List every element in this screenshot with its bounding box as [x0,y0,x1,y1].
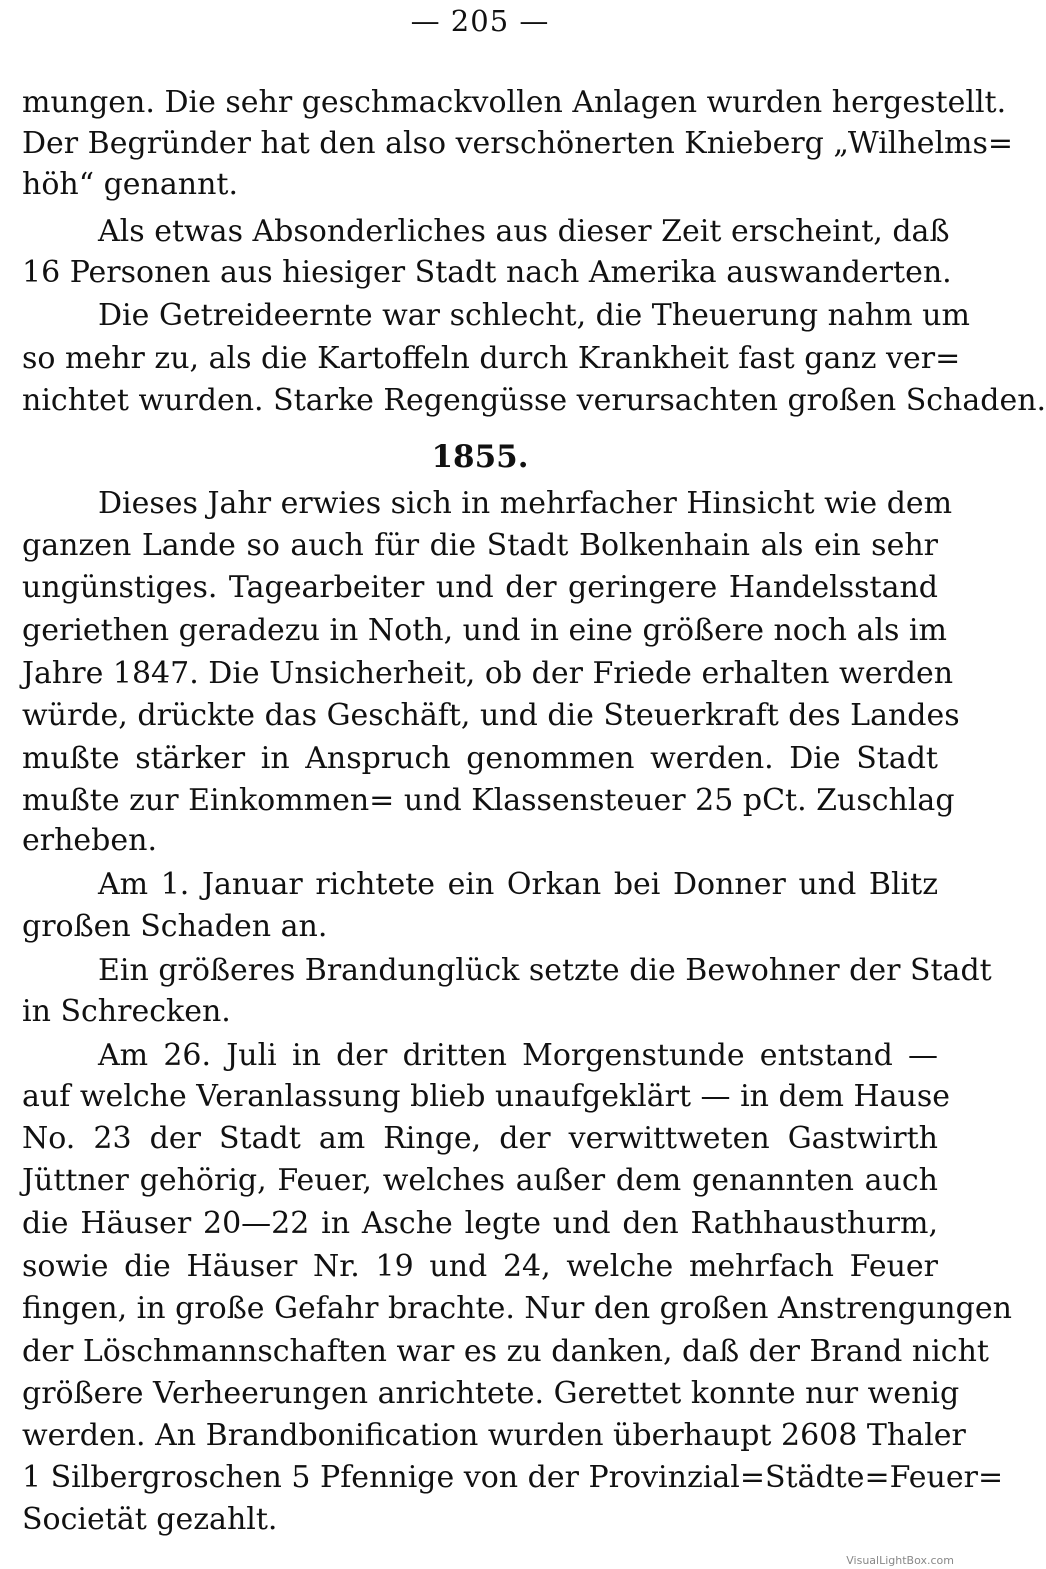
text-line: No. 23 der Stadt am Ringe, der verwittweten Gastwirth [22,1121,938,1156]
text-line: erheben. [22,823,157,858]
watermark: VisualLightBox.com [846,1554,954,1567]
text-line: Am 1. Januar richtete ein Orkan bei Donner und Blitz [98,867,938,902]
text-line: mußte stärker in Anspruch genommen werden. Die Stadt [22,741,938,776]
text-line: in Schrecken. [22,994,231,1029]
text-line: Am 26. Juli in der dritten Morgenstunde entstand — [98,1038,938,1073]
page-number: — 205 — [410,4,550,38]
text-line: höh“ genannt. [22,167,238,202]
book-page [22,0,1046,1569]
text-line: großen Schaden an. [22,909,328,944]
text-line: Ein größeres Brandunglück setzte die Bewohner der Stadt [98,953,992,988]
text-line: so mehr zu, als die Kartoffeln durch Krankheit fast ganz ver= [22,341,961,376]
text-line: mußte zur Einkommen= und Klassensteuer 25 pCt. Zuschlag [22,783,955,818]
text-line: die Häuser 20—22 in Asche legte und den Rathhausthurm, [22,1206,938,1241]
text-line: geriethen geradezu in Noth, und in eine größere noch als im [22,613,947,648]
text-line: sowie die Häuser Nr. 19 und 24, welche mehrfach Feuer [22,1249,938,1284]
text-line: Die Getreideernte war schlecht, die Theuerung nahm um [98,298,970,333]
year-heading: 1855. [431,439,529,475]
text-line: ganzen Lande so auch für die Stadt Bolkenhain als ein sehr [22,528,938,563]
text-line: würde, drückte das Geschäft, und die Steuerkraft des Landes [22,698,960,733]
text-line: ungünstiges. Tagearbeiter und der geringere Handelsstand [22,570,938,605]
text-line: nichtet wurden. Starke Regengüsse verursachten großen Schaden. [22,383,1046,418]
text-line: werden. An Brandbonification wurden überhaupt 2608 Thaler [22,1418,966,1453]
text-line: Als etwas Absonderliches aus dieser Zeit erscheint, daß [98,214,950,249]
text-line: größere Verheerungen anrichtete. Gerettet konnte nur wenig [22,1376,960,1411]
text-line: Jüttner gehörig, Feuer, welches außer dem genannten auch [22,1163,938,1198]
text-line: 1 Silbergroschen 5 Pfennige von der Provinzial=Städte=Feuer= [22,1460,1004,1495]
text-line: Societät gezahlt. [22,1502,278,1537]
text-line: Dieses Jahr erwies sich in mehrfacher Hinsicht wie dem [98,486,953,521]
text-line: der Löschmannschaften war es zu danken, daß der Brand nicht [22,1334,989,1369]
text-line: 16 Personen aus hiesiger Stadt nach Amerika auswanderten. [22,255,952,290]
text-line: fingen, in große Gefahr brachte. Nur den großen Anstrengungen [22,1291,1012,1326]
text-line: mungen. Die sehr geschmackvollen Anlagen wurden hergestellt. [22,85,1007,120]
text-line: Der Begründer hat den also verschönerten Knieberg „Wilhelms= [22,126,1014,161]
text-line: auf welche Veranlassung blieb unaufgeklärt — in dem Hause [22,1079,950,1114]
text-line: Jahre 1847. Die Unsicherheit, ob der Friede erhalten werden [22,656,954,691]
